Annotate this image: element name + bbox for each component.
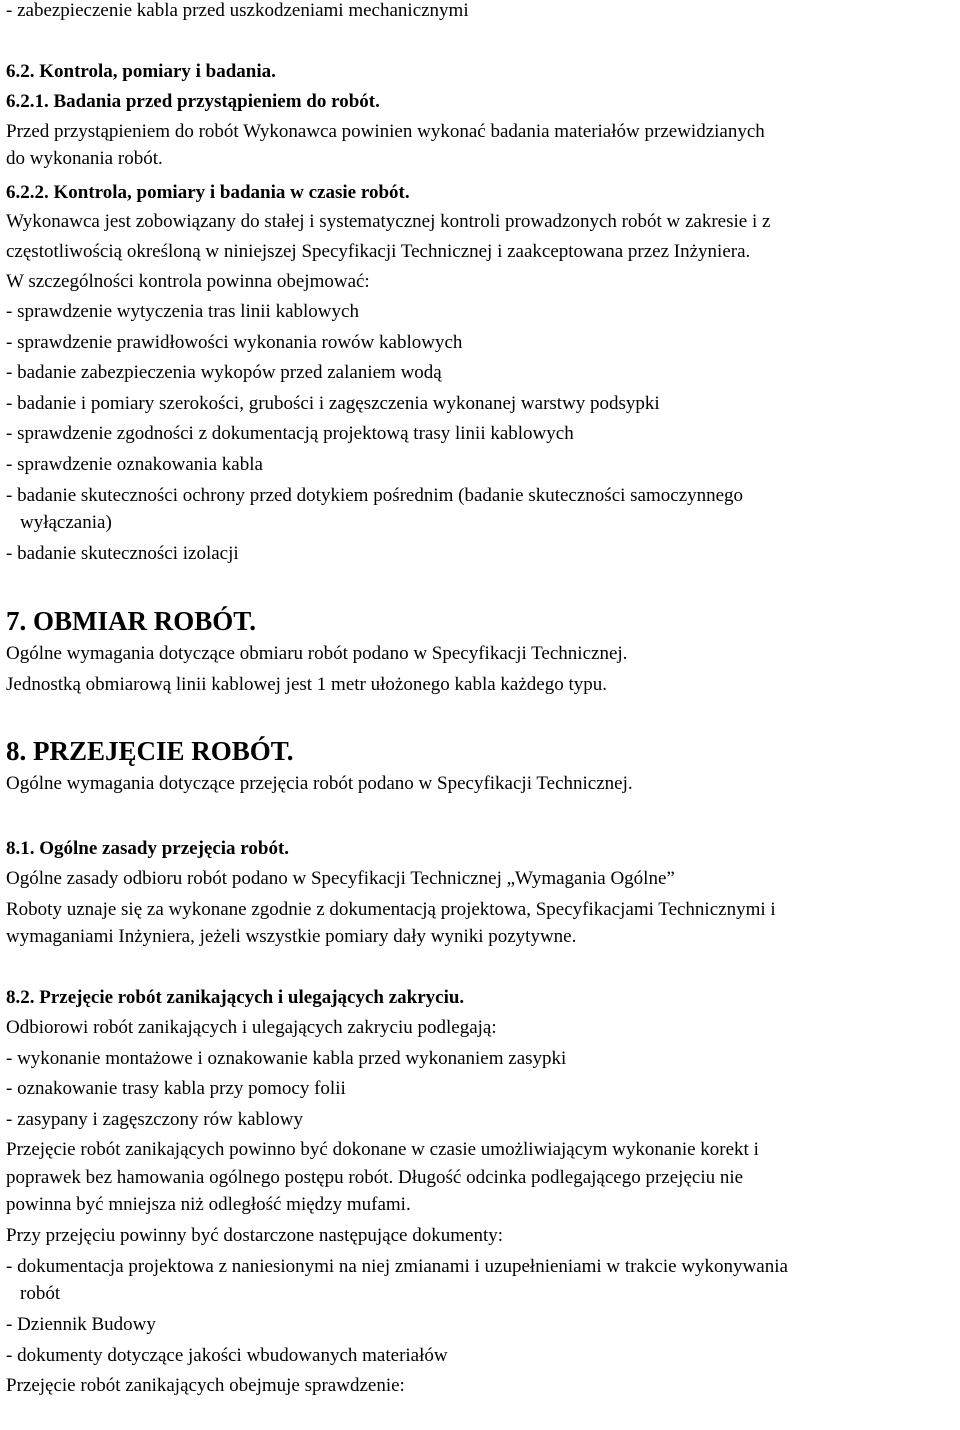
list-item: - zabezpieczenie kabla przed uszkodzeniami mechanicznymi	[6, 0, 469, 21]
paragraph-line: W szczególności kontrola powinna obejmować:	[6, 271, 370, 292]
paragraph-line: poprawek bez hamowania ogólnego postępu robót. Długość odcinka podlegającego przejęciu nie	[6, 1167, 744, 1188]
chapter-heading: 8. PRZEJĘCIE ROBÓT.	[6, 736, 294, 766]
paragraph-line: Ogólne wymagania dotyczące obmiaru robót podano w Specyfikacji Technicznej.	[6, 643, 628, 664]
list-item: - oznakowanie trasy kabla przy pomocy folii	[6, 1078, 346, 1099]
section-heading: 6.2. Kontrola, pomiary i badania.	[6, 61, 276, 82]
paragraph-line: Roboty uznaje się za wykonane zgodnie z dokumentacją projektowa, Specyfikacjami Technicznymi i	[6, 899, 776, 920]
list-item: - sprawdzenie oznakowania kabla	[6, 454, 263, 475]
list-item: - wykonanie montażowe i oznakowanie kabla przed wykonaniem zasypki	[6, 1048, 567, 1069]
list-item: - dokumentacja projektowa z naniesionymi na niej zmianami i uzupełnieniami w trakcie wykonywania	[6, 1256, 788, 1277]
list-item: - badanie skuteczności ochrony przed dotykiem pośrednim (badanie skuteczności samoczynnego	[6, 485, 744, 506]
paragraph-line: Przy przejęciu powinny być dostarczone następujące dokumenty:	[6, 1225, 503, 1246]
list-item: - sprawdzenie wytyczenia tras linii kablowych	[6, 301, 359, 322]
subsection-heading: 8.2. Przejęcie robót zanikających i ulegających zakryciu.	[6, 987, 465, 1008]
list-item: - badanie zabezpieczenia wykopów przed zalaniem wodą	[6, 362, 442, 383]
list-item: - badanie i pomiary szerokości, grubości i zagęszczenia wykonanej warstwy podsypki	[6, 393, 660, 414]
paragraph-line: Ogólne wymagania dotyczące przejęcia robót podano w Specyfikacji Technicznej.	[6, 773, 633, 794]
list-item: - Dziennik Budowy	[6, 1314, 156, 1335]
paragraph-line: Ogólne zasady odbioru robót podano w Specyfikacji Technicznej „Wymagania Ogólne”	[6, 868, 675, 889]
paragraph-line: Jednostką obmiarową linii kablowej jest 1 metr ułożonego kabla każdego typu.	[6, 674, 607, 695]
paragraph-line: Wykonawca jest zobowiązany do stałej i systematycznej kontroli prowadzonych robót w zakresie i z	[6, 211, 771, 232]
paragraph-line: Przejęcie robót zanikających obejmuje sprawdzenie:	[6, 1375, 405, 1396]
paragraph-line: do wykonania robót.	[6, 148, 163, 169]
paragraph-line: częstotliwością określoną w niniejszej Specyfikacji Technicznej i zaakceptowana przez Inżyniera.	[6, 241, 751, 262]
list-item-continuation: wyłączania)	[20, 512, 112, 533]
list-item: - dokumenty dotyczące jakości wbudowanych materiałów	[6, 1345, 448, 1366]
chapter-heading: 7. OBMIAR ROBÓT.	[6, 606, 257, 636]
paragraph-line: Odbiorowi robót zanikających i ulegających zakryciu podlegają:	[6, 1017, 497, 1038]
list-item-continuation: robót	[20, 1283, 61, 1304]
list-item: - zasypany i zagęszczony rów kablowy	[6, 1109, 304, 1130]
paragraph-line: wymaganiami Inżyniera, jeżeli wszystkie pomiary dały wyniki pozytywne.	[6, 926, 577, 947]
paragraph-line: powinna być mniejsza niż odległość między mufami.	[6, 1194, 411, 1215]
list-item: - badanie skuteczności izolacji	[6, 543, 239, 564]
subsection-heading: 6.2.2. Kontrola, pomiary i badania w czasie robót.	[6, 182, 410, 203]
paragraph-line: Przed przystąpieniem do robót Wykonawca powinien wykonać badania materiałów przewidzianych	[6, 121, 765, 142]
subsection-heading: 8.1. Ogólne zasady przejęcia robót.	[6, 838, 290, 859]
subsection-heading: 6.2.1. Badania przed przystąpieniem do robót.	[6, 91, 380, 112]
paragraph-line: Przejęcie robót zanikających powinno być dokonane w czasie umożliwiającym wykonanie korekt i	[6, 1139, 759, 1160]
list-item: - sprawdzenie prawidłowości wykonania rowów kablowych	[6, 332, 463, 353]
list-item: - sprawdzenie zgodności z dokumentacją projektową trasy linii kablowych	[6, 423, 574, 444]
